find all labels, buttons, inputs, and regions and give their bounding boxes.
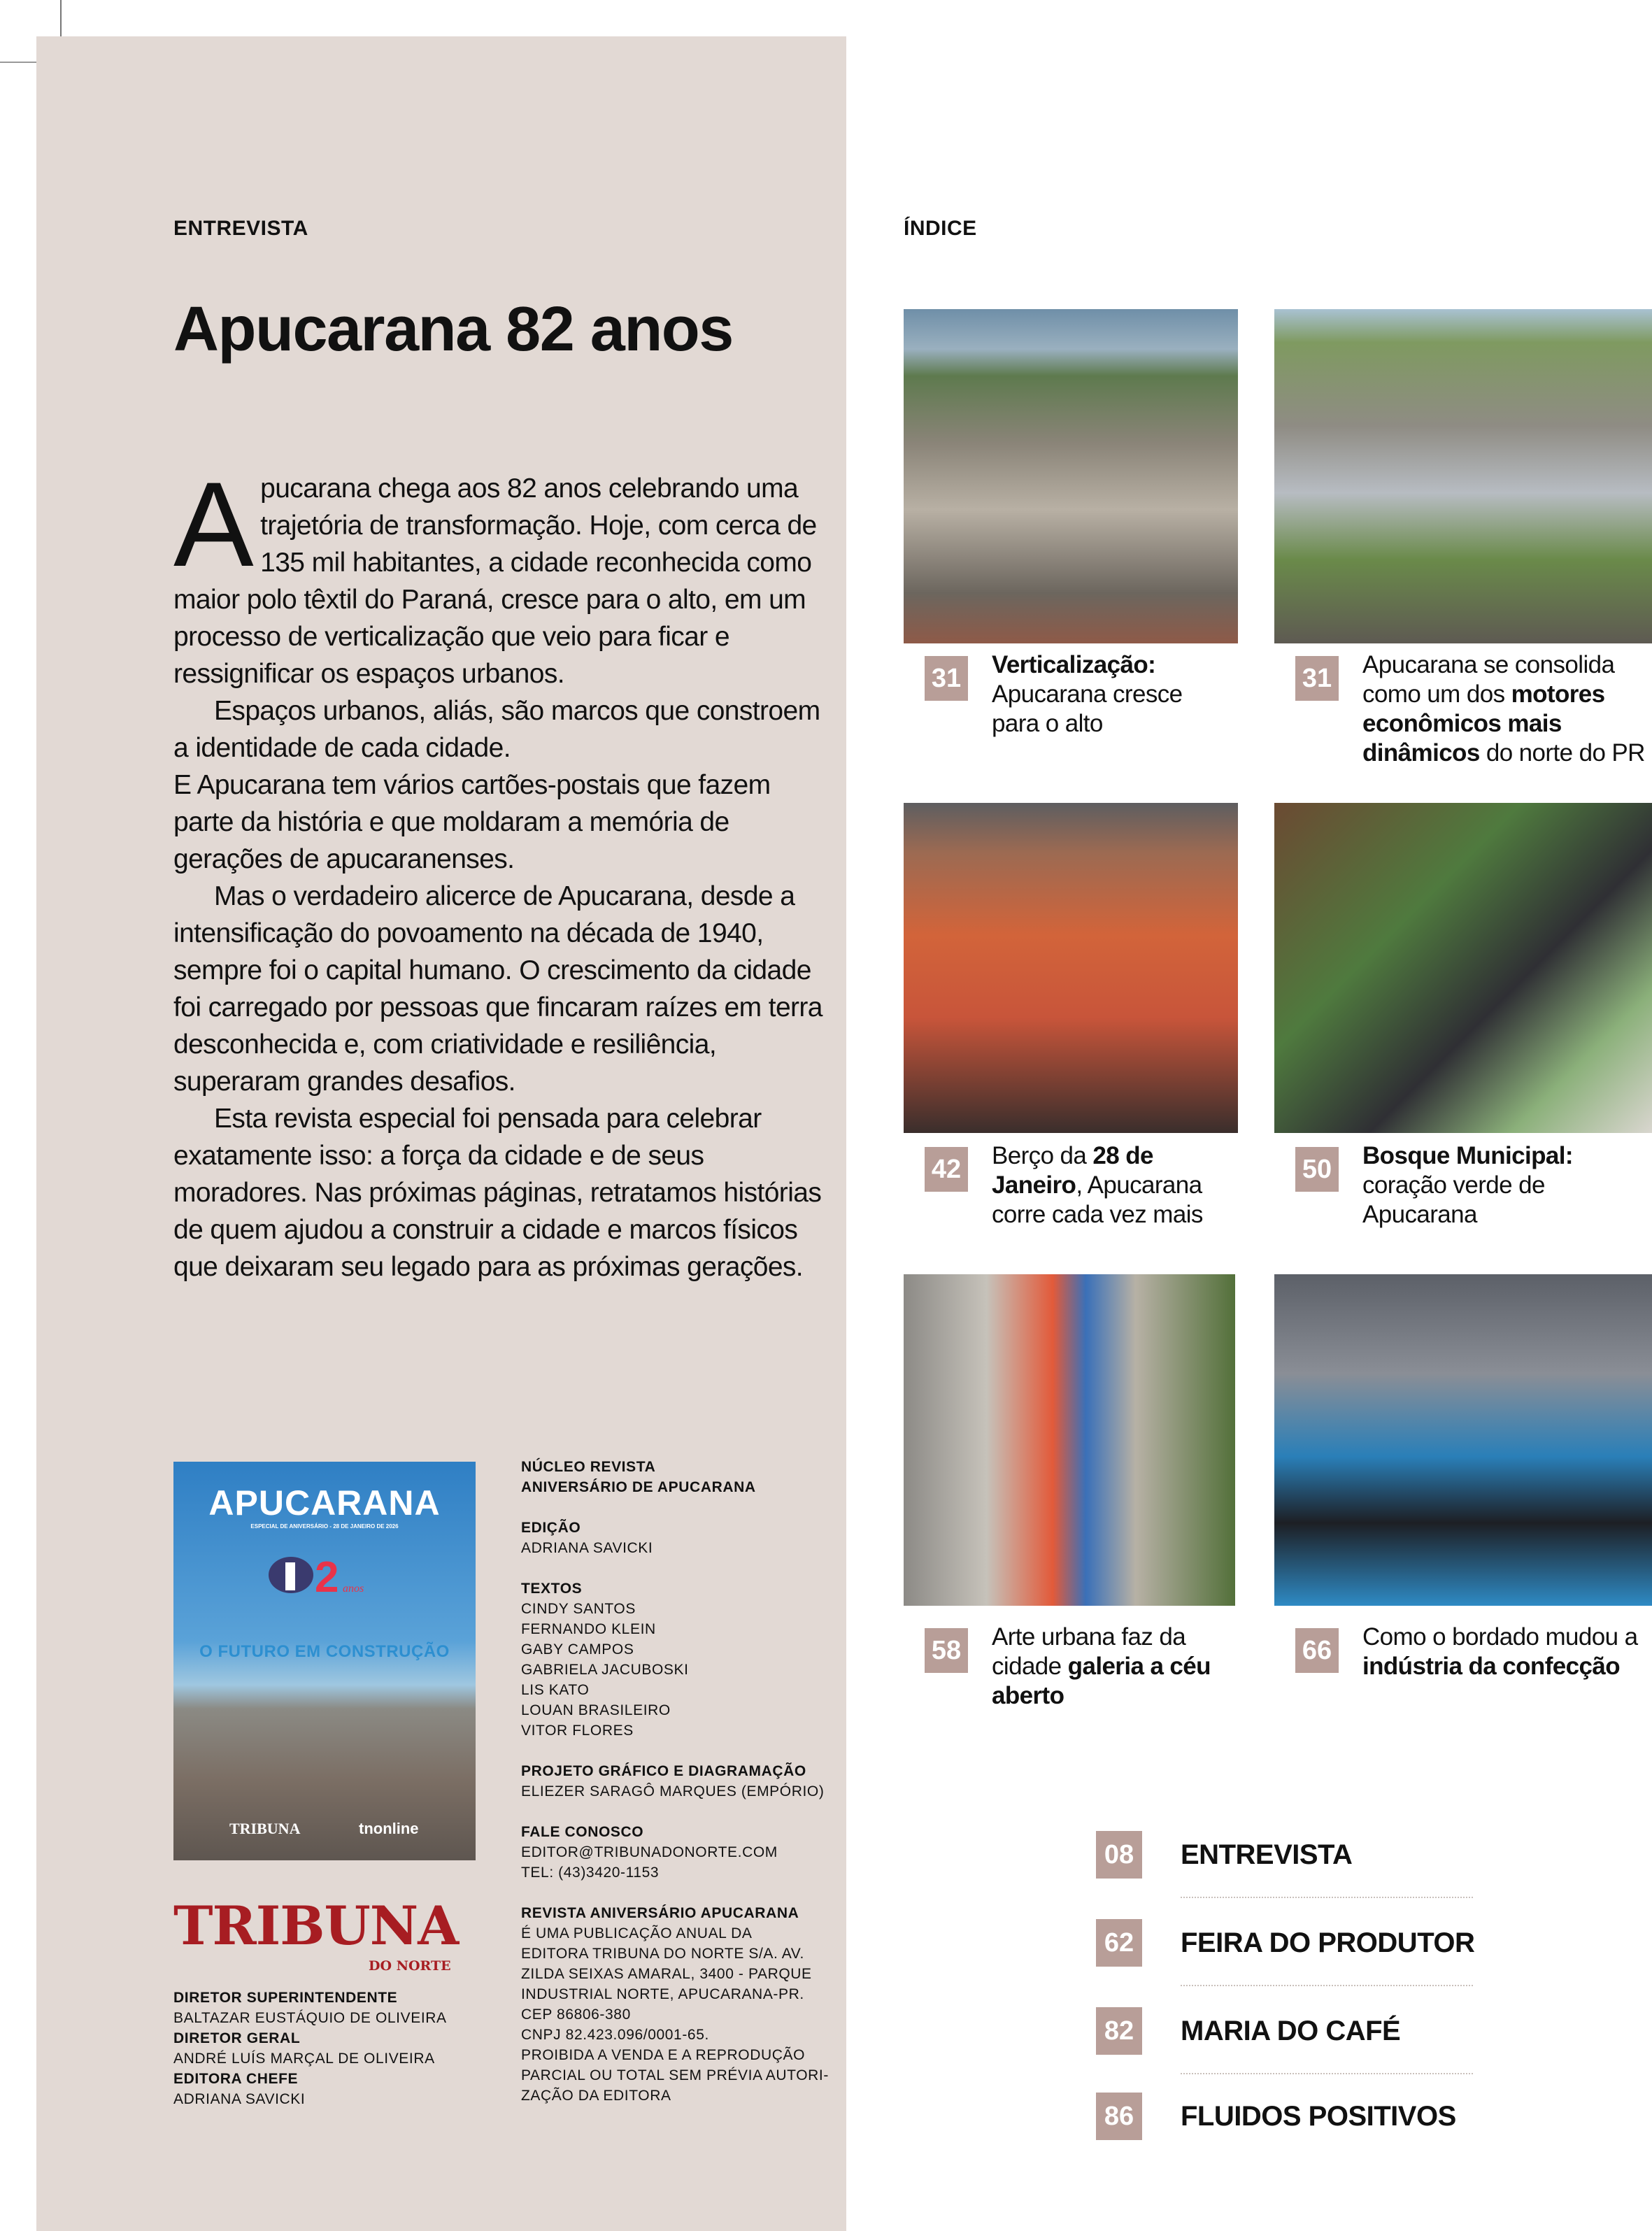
page-number-badge: 31 xyxy=(925,656,968,701)
caption-bold: indústria da confecção xyxy=(1362,1653,1621,1680)
dotted-divider xyxy=(1181,1897,1473,1898)
cover-online-logo: tnonline xyxy=(359,1820,419,1837)
logo-word: anos xyxy=(343,1583,364,1595)
tribuna-logo: TRIBUNA xyxy=(173,1895,459,1957)
credit-line: PARCIAL OU TOTAL SEM PRÉVIA AUTORI- xyxy=(521,2067,829,2083)
spacer xyxy=(521,1497,829,1518)
credit-line: TEL: (43)3420-1153 xyxy=(521,1865,660,1881)
feature-card[interactable] xyxy=(1274,803,1652,1228)
logo-number: 2 xyxy=(315,1553,339,1595)
embroidery-machine-photo[interactable] xyxy=(1274,1274,1652,1606)
cover-title: APUCARANA xyxy=(208,1483,441,1523)
director-name: ADRIANA SAVICKI xyxy=(173,2091,306,2107)
index-item-maria-do-caf-[interactable]: MARIA DO CAFÉ xyxy=(1181,2016,1401,2046)
directors-block xyxy=(173,1988,447,2109)
caption-text: Arte urbana faz da cidade xyxy=(992,1623,1186,1680)
page-number-badge: 58 xyxy=(925,1628,968,1673)
street-race-crowd-photo[interactable] xyxy=(904,803,1238,1133)
caption-bold: Bosque Municipal: xyxy=(1362,1142,1573,1169)
credit-line: CEP 86806-380 xyxy=(521,2007,631,2023)
credits-block xyxy=(521,1457,829,2106)
credit-heading: FALE CONOSCO xyxy=(521,1824,644,1840)
credit-line: ELIEZER SARAGÔ MARQUES (EMPÓRIO) xyxy=(521,1783,825,1799)
caption-text: , Apucarana corre cada vez mais xyxy=(992,1171,1203,1228)
caption-text: do norte do PR xyxy=(1479,739,1645,767)
credit-line: FERNANDO KLEIN xyxy=(521,1621,656,1637)
page-title: Apucarana 82 anos xyxy=(173,294,733,364)
cover-brand: TRIBUNA xyxy=(229,1820,301,1837)
feature-caption[interactable] xyxy=(992,1141,1235,1229)
credit-line: EDITOR@TRIBUNADONORTE.COM xyxy=(521,1844,778,1860)
tribuna-logo-sub: DO NORTE xyxy=(369,1958,451,1974)
credit-line: EDITORA TRIBUNA DO NORTE S/A. AV. xyxy=(521,1946,804,1962)
index-item-entrevista[interactable]: ENTREVISTA xyxy=(1181,1839,1353,1870)
feature-card[interactable] xyxy=(1274,1274,1652,1680)
caption-text: Berço da xyxy=(992,1142,1093,1169)
page-number-badge: 42 xyxy=(925,1147,968,1192)
caption-bold: 28 de Janeiro xyxy=(992,1142,1153,1199)
index-item-fluidos-positivos[interactable]: FLUIDOS POSITIVOS xyxy=(1181,2101,1456,2132)
feature-caption[interactable] xyxy=(1362,1141,1649,1229)
caption-text: Apucarana se consolida como um dos xyxy=(1362,651,1615,708)
aerial-industrial-park-photo[interactable] xyxy=(1274,309,1652,643)
paragraph: Espaços urbanos, aliás, são marcos que constroem a identidade de cada cidade. xyxy=(173,696,820,763)
paragraph: Esta revista especial foi pensada para celebrar exatamente isso: a força da cidade e de seus moradores. Nas próximas páginas, retratamos histórias de quem ajudou a construir a cidade e marcos físicos que deixaram seu legado para as próximas gerações. xyxy=(173,1104,822,1282)
crop-mark-horizontal xyxy=(0,62,42,63)
director-role: EDITORA CHEFE xyxy=(173,2071,299,2087)
credit-line: PROIBIDA A VENDA E A REPRODUÇÃO xyxy=(521,2047,806,2063)
page-number-badge: 66 xyxy=(1295,1628,1339,1673)
credit-line: VITOR FLORES xyxy=(521,1723,634,1739)
credit-line: LIS KATO xyxy=(521,1682,590,1698)
caption-bold: galeria a céu aberto xyxy=(992,1653,1211,1709)
caption-text: Apucarana cresce para o alto xyxy=(992,680,1183,737)
feature-card[interactable] xyxy=(1274,309,1652,767)
credit-line: GABRIELA JACUBOSKI xyxy=(521,1662,689,1678)
feature-card[interactable] xyxy=(904,803,1238,1228)
credit-line: CINDY SANTOS xyxy=(521,1601,636,1617)
painted-silos-mural-photo[interactable] xyxy=(904,1274,1235,1606)
credit-heading: TEXTOS xyxy=(521,1581,583,1597)
page-number-badge: 82 xyxy=(1096,2007,1142,2055)
page-number-badge: 62 xyxy=(1096,1919,1142,1967)
paragraph: pucarana chega aos 82 anos celebrando uma trajetória de transformação. Hoje, com cerca de 135 mil habitantes, a cidade reconhecida como maior polo têxtil do Paraná, cresce para o alto, em um processo de verticalização que veio para ficar e ressignificar os espaços urbanos. xyxy=(173,473,817,689)
feature-caption[interactable] xyxy=(1362,650,1649,768)
credit-heading: NÚCLEO REVISTA xyxy=(521,1459,656,1475)
page-number-badge: 08 xyxy=(1096,1831,1142,1879)
feature-caption[interactable] xyxy=(1362,1623,1649,1681)
credit-line: LOUAN BRASILEIRO xyxy=(521,1702,671,1718)
credit-line: INDUSTRIAL NORTE, APUCARANA-PR. xyxy=(521,1986,804,2002)
section-label: ENTREVISTA xyxy=(173,217,308,240)
paragraph: E Apucarana tem vários cartões-postais que fazem parte da história e que moldaram a memória de gerações de apucaranenses. xyxy=(173,770,771,874)
dotted-divider xyxy=(1181,1985,1473,1986)
credit-line: ZAÇÃO DA EDITORA xyxy=(521,2088,671,2104)
aerial-building-construction-photo[interactable] xyxy=(904,309,1238,643)
spacer xyxy=(521,1558,829,1578)
credit-line: ADRIANA SAVICKI xyxy=(521,1540,653,1556)
index-item-feira-do-produtor[interactable]: FEIRA DO PRODUTOR xyxy=(1181,1927,1475,1958)
feature-card[interactable] xyxy=(904,1274,1235,1709)
page-number-badge: 86 xyxy=(1096,2093,1142,2140)
caption-text: coração verde de Apucarana xyxy=(1362,1171,1545,1228)
index-label: ÍNDICE xyxy=(904,217,977,240)
article-body xyxy=(173,457,824,1285)
credit-heading: PROJETO GRÁFICO E DIAGRAMAÇÃO xyxy=(521,1763,806,1779)
director-name: BALTAZAR EUSTÁQUIO DE OLIVEIRA xyxy=(173,2010,447,2026)
dotted-divider xyxy=(1181,2073,1473,2074)
director-name: ANDRÉ LUÍS MARÇAL DE OLIVEIRA xyxy=(173,2051,435,2067)
feature-card[interactable] xyxy=(904,309,1238,737)
spacer xyxy=(521,1741,829,1761)
cover-tagline: O FUTURO EM CONSTRUÇÃO xyxy=(199,1642,450,1661)
caption-text: Como o bordado mudou a xyxy=(1362,1623,1638,1651)
spacer xyxy=(521,1802,829,1822)
director-role: DIRETOR SUPERINTENDENTE xyxy=(173,1990,398,2006)
credit-heading: REVISTA ANIVERSÁRIO APUCARANA xyxy=(521,1905,799,1921)
magazine-cover xyxy=(173,1462,476,1860)
caption-bold: Verticalização: xyxy=(992,651,1156,678)
spacer xyxy=(521,1883,829,1903)
credit-heading: EDIÇÃO xyxy=(521,1520,581,1536)
page-number-badge: 50 xyxy=(1295,1147,1339,1192)
page-number-badge: 31 xyxy=(1295,656,1339,701)
paragraph: Mas o verdadeiro alicerce de Apucarana, desde a intensificação do povoamento na década de 1940, sempre foi o capital humano. O crescimento da cidade foi carregado por pessoas que fincaram raízes em terra desconhecida e, com criatividade e resiliência, superaram grandes desafios. xyxy=(173,881,823,1097)
caption-bold: motores econômicos mais dinâmicos xyxy=(1362,680,1605,767)
cover-subtitle: ESPECIAL DE ANIVERSÁRIO - 28 DE JANEIRO DE 2026 xyxy=(250,1523,399,1530)
credit-line: É UMA PUBLICAÇÃO ANUAL DA xyxy=(521,1925,753,1941)
credit-line: CNPJ 82.423.096/0001-65. xyxy=(521,2027,709,2043)
feature-caption[interactable] xyxy=(992,1623,1232,1711)
credit-line: GABY CAMPOS xyxy=(521,1641,634,1658)
credit-line: ZILDA SEIXAS AMARAL, 3400 - PARQUE xyxy=(521,1966,812,1982)
credit-heading: ANIVERSÁRIO DE APUCARANA xyxy=(521,1479,756,1495)
feature-caption[interactable] xyxy=(992,650,1235,739)
director-role: DIRETOR GERAL xyxy=(173,2030,301,2046)
toucan-statue-park-gate-photo[interactable] xyxy=(1274,803,1652,1133)
crop-mark-vertical xyxy=(60,0,62,42)
anniversary-logo xyxy=(264,1553,383,1595)
drop-cap: A xyxy=(173,457,254,592)
